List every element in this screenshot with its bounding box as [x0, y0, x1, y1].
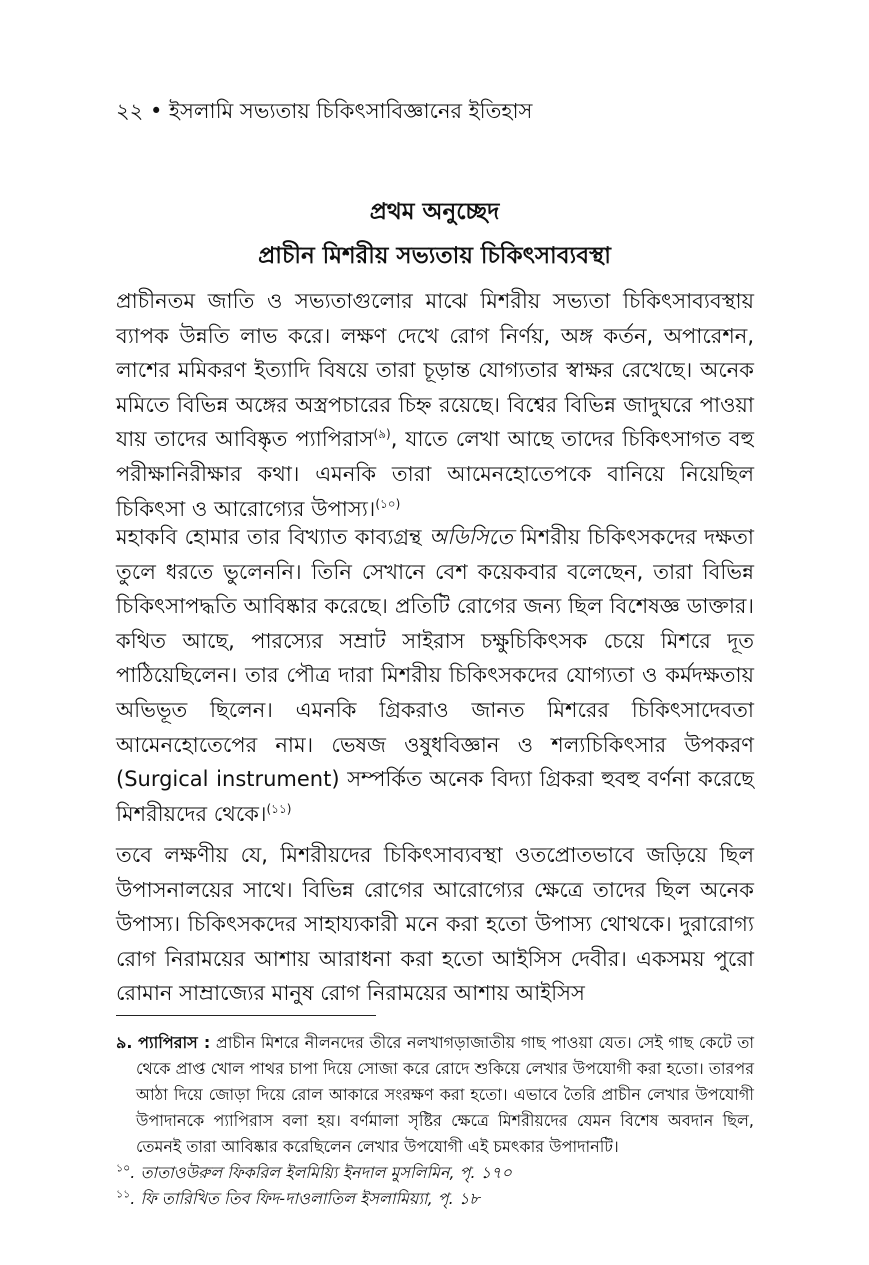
- footnote-9-text: প্রাচীন মিশরে নীলনদের তীরে নলখাগড়াজাতীয় গাছ পাওয়া যেত। সেই গাছ কেটে তা থেকে প্রাপ্ত খোল পাথর চাপা দিয়ে সোজা করে রোদে শুকিয়ে লেখার উপযোগী করা হতো। তারপর আঠা দিয়ে জোড়া দিয়ে রোল আকারে সংরক্ষণ করা হতো। এভাবে তৈরি প্রাচীন লেখার উপযোগী উপাদানকে প্যাপিরাস বলা হয়। বর্ণমালা সৃষ্টির ক্ষেত্রে মিশরীয়দের যেমন বিশেষ অবদান ছিল, তেমনই তারা আবিষ্কার করেছিলেন লেখার উপযোগী এই চমৎকার উপাদানটি।: [136, 1033, 754, 1156]
- footnote-9-number: ৯.: [116, 1033, 133, 1052]
- paragraph-2-text: [116, 520, 754, 831]
- footnotes: [116, 1030, 754, 1212]
- footnote-11-text: . ফি তারিখিত তিব ফিদ-দাওলাতিল ইসলামিয়্যা, পৃ. ১৮: [130, 1189, 480, 1208]
- paragraph-2-part-a: মহাকবি হোমার তার বিখ্যাত কাব্যগ্রন্থ: [116, 525, 430, 549]
- footnote-10-text: . তাতাওউরুল ফিকরিল ইলমিয়্যি ইনদাল মুসলিমিন, পৃ. ১৭০: [130, 1163, 512, 1182]
- chapter-title: প্রাচীন মিশরীয় সভ্যতায় চিকিৎসাব্যবস্থা: [258, 243, 611, 269]
- footnote-ref-10[interactable]: (১০): [375, 496, 401, 511]
- paragraph-1-text: [116, 284, 754, 526]
- running-head: ২২ • ইসলামি সভ্যতায় চিকিৎসাবিজ্ঞানের ইতিহাস: [116, 99, 533, 123]
- footnote-divider: [116, 1015, 376, 1016]
- paragraph-1: [116, 284, 754, 526]
- footnote-ref-9[interactable]: (৯): [373, 427, 391, 442]
- paragraph-2: [116, 520, 754, 831]
- footnote-10: [116, 1160, 754, 1186]
- footnote-9: [116, 1030, 754, 1160]
- footnote-10-number: ১০: [116, 1161, 131, 1175]
- paragraph-1-part-a: প্রাচীনতম জাতি ও সভ্যতাগুলোর মাঝে মিশরীয় সভ্যতা চিকিৎসাব্যবস্থায় ব্যাপক উন্নতি লাভ করে। লক্ষণ দেখে রোগ নির্ণয়, অঙ্গ কর্তন, অপারেশন, লাশের মমিকরণ ইত্যাদি বিষয়ে তারা চূড়ান্ত যোগ্যতার স্বাক্ষর রেখেছে। অনেক মমিতে বিভিন্ন অঙ্গের অস্ত্রপচারের চিহ্ন রয়েছে। বিশ্বের বিভিন্ন জাদুঘরে পাওয়া যায় তাদের আবিষ্কৃত প্যাপিরাস: [116, 289, 754, 452]
- paragraph-1-part-b: , যাতে লেখা আছে তাদের চিকিৎসাগত বহু পরীক্ষানিরীক্ষার কথা। এমনকি তারা আমেনহোতেপকে বানিয়ে নিয়েছিল চিকিৎসা ও আরোগ্যের উপাস্য।: [116, 427, 755, 521]
- footnote-11-number: ১১: [116, 1187, 131, 1201]
- book-title-odyssey: অডিসিতে: [429, 525, 513, 549]
- footnote-ref-11[interactable]: (১১): [266, 801, 292, 816]
- footnote-11: [116, 1186, 754, 1212]
- paragraph-3-text: তবে লক্ষণীয় যে, মিশরীয়দের চিকিৎসাব্যবস্থা ওতপ্রোতভাবে জড়িয়ে ছিল উপাসনালয়ের সাথে। বিভিন্ন রোগের আরোগ্যের ক্ষেত্রে তাদের ছিল অনেক উপাস্য। চিকিৎসকদের সাহায্যকারী মনে করা হতো উপাস্য থোথকে। দুরারোগ্য রোগ নিরাময়ের আশায় আরাধনা করা হতো আইসিস দেবীর। একসময় পুরো রোমান সাম্রাজ্যের মানুষ রোগ নিরাময়ের আশায় আইসিস: [116, 843, 754, 1006]
- paragraph-3: [116, 838, 754, 1011]
- chapter-label: প্রথম অনুচ্ছেদ: [369, 199, 500, 225]
- paragraph-2-part-b: মিশরীয় চিকিৎসকদের দক্ষতা তুলে ধরতে ভুলেননি। তিনি সেখানে বেশ কয়েকবার বলেছেন, তারা বিভিন্ন চিকিৎসাপদ্ধতি আবিষ্কার করেছে। প্রতিটি রোগের জন্য ছিল বিশেষজ্ঞ ডাক্তার। কথিত আছে, পারস্যের সম্রাট সাইরাস চক্ষুচিকিৎসক চেয়ে মিশরে দূত পাঠিয়েছিলেন। তার পৌত্র দারা মিশরীয় চিকিৎসকদের যোগ্যতা ও কর্মদক্ষতায় অভিভূত ছিলেন। এমনকি গ্রিকরাও জানত মিশরের চিকিৎসাদেবতা আমেনহোতেপের নাম। ভেষজ ওষুধবিজ্ঞান ও শল্যচিকিৎসার উপকরণ (Surgical instrument) সম্পর্কিত অনেক বিদ্যা গ্রিকরা হুবহু বর্ণনা করেছে মিশরীয়দের থেকে।: [116, 525, 754, 826]
- footnote-9-term: প্যাপিরাস :: [138, 1033, 211, 1052]
